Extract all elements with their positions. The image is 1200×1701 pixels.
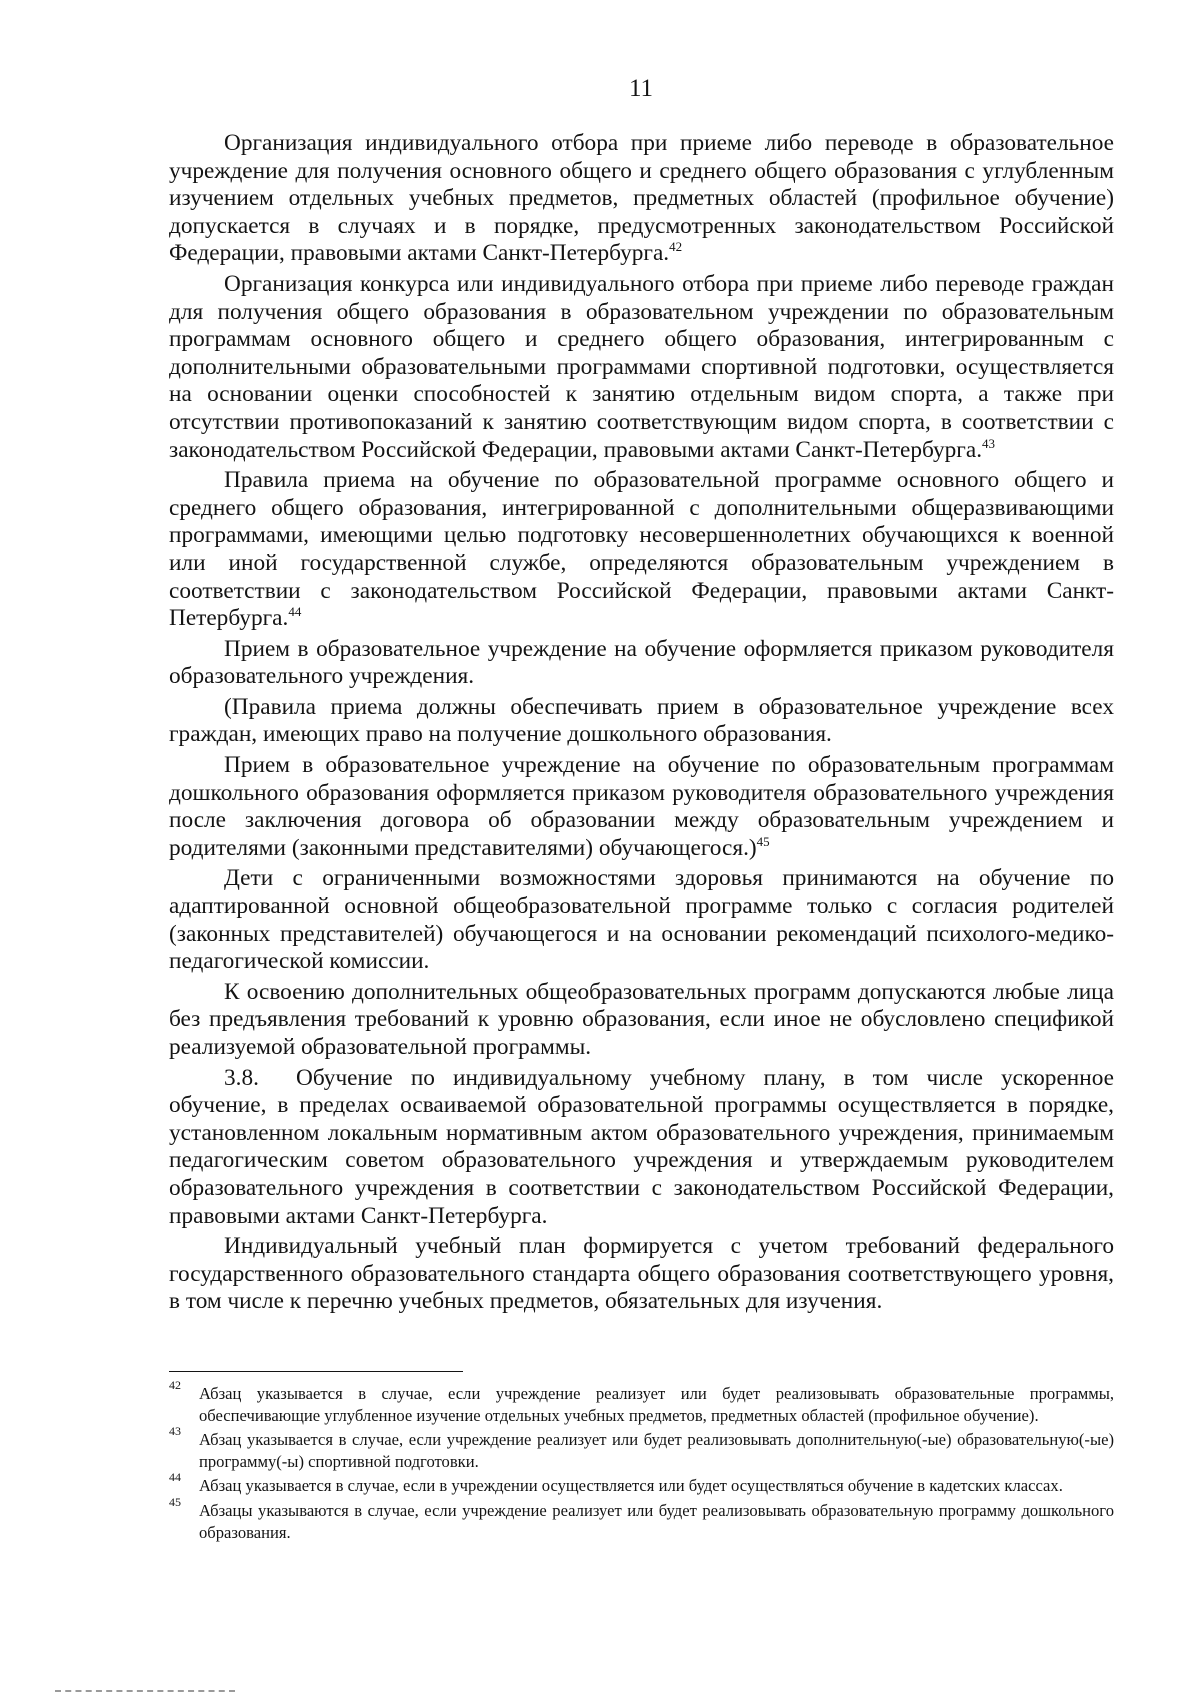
paragraph-text: Организация индивидуального отбора при приеме либо переводе в образовательное учреждение для получения основного общего и среднего общего образования с углубленным изучением отдельных учебных предметов, предметных областей (профильное обучение) допускается в случаях и в порядке, предусмотренных законодательством Российской Федерации, правовыми актами Санкт-Петербурга. bbox=[169, 130, 1114, 267]
footnote-reference-43[interactable]: 43 bbox=[982, 435, 996, 451]
paragraph-cadet-admission-rules bbox=[169, 467, 1114, 633]
paragraph-text: К освоению дополнительных общеобразовательных программ допускаются любые лица без предъявления требований к уровню образования, если иное не обусловлено спецификой реализуемой образовательной программы. bbox=[169, 978, 1114, 1060]
footnote-text: Абзацы указываются в случае, если учреждение реализует или будет реализовывать образовательную программу дошкольного образования. bbox=[199, 1500, 1114, 1542]
paragraph-text: Правила приема на обучение по образовательной программе основного общего и среднего общего образования, интегрированной с дополнительными общеразвивающими программами, имеющими целью подготовку несовершеннолетних обучающихся к военной или иной государственной службе, определяются образовательным учреждением в соответствии с законодательством Российской Федерации, правовыми актами Санкт-Петербурга. bbox=[169, 467, 1114, 632]
footnote-45 bbox=[169, 1494, 1114, 1543]
footnote-mark: 42 bbox=[169, 1378, 181, 1392]
paragraph-special-needs bbox=[169, 865, 1114, 975]
footnote-separator bbox=[169, 1371, 463, 1372]
body-text bbox=[169, 130, 1114, 1316]
footnote-text: Абзац указывается в случае, если учреждение реализует или будет реализовывать дополнительную(-ые) образовательную(-ые) программу(-ы) спортивной подготовки. bbox=[199, 1430, 1114, 1471]
paragraph-text: Прием в образовательное учреждение на обучение оформляется приказом руководителя образовательного учреждения. bbox=[169, 635, 1114, 690]
paragraph-text: Организация конкурса или индивидуального отбора при приеме либо переводе граждан для получения общего образования в образовательном учреждении по образовательным программам основного общего и среднего общего образования, интегрированным с дополнительными образовательными программами спортивной подготовки, осуществляется на основании оценки способностей к занятию отдельным видом спорта, а также при отсутствии противопоказаний к занятию соответствующим видом спорта, в соответствии с законодательством Российской Федерации, правовыми актами Санкт-Петербурга. bbox=[169, 270, 1114, 463]
paragraph-additional-programs bbox=[169, 979, 1114, 1062]
footnote-reference-45[interactable]: 45 bbox=[756, 834, 770, 850]
paragraph-preschool-rules bbox=[169, 694, 1114, 749]
paragraph-individual-selection bbox=[169, 130, 1114, 268]
scan-edge-artifact bbox=[55, 1690, 235, 1694]
paragraph-individual-plan bbox=[169, 1065, 1114, 1231]
paragraph-preschool-admission bbox=[169, 752, 1114, 862]
footnote-43 bbox=[169, 1424, 1114, 1472]
footnote-44 bbox=[169, 1470, 1114, 1497]
footnote-text: Абзац указывается в случае, если в учреждении осуществляется или будет осуществляться обучение в кадетских классах. bbox=[199, 1476, 1063, 1496]
paragraph-plan-requirements bbox=[169, 1233, 1114, 1316]
paragraph-text: (Правила приема должны обеспечивать прием в образовательное учреждение всех граждан, имеющих право на получение дошкольного образования. bbox=[169, 693, 1114, 748]
paragraph-text: Дети с ограниченными возможностями здоровья принимаются на обучение по адаптированной основной общеобразовательной программе только с согласия родителей (законных представителей) обучающегося и на основании рекомендаций психолого-медико-педагогической комиссии. bbox=[169, 865, 1114, 975]
footnote-reference-42[interactable]: 42 bbox=[669, 239, 683, 255]
footnote-text: Абзац указывается в случае, если учреждение реализует или будет реализовывать образовательные программы, обеспечивающие углубленное изучение отдельных учебных предметов, предметных областей (профильное обучение). bbox=[199, 1384, 1114, 1425]
footnote-reference-44[interactable]: 44 bbox=[288, 604, 302, 620]
page-number: 11 bbox=[628, 75, 654, 102]
paragraph-admission-order bbox=[169, 636, 1114, 691]
footnotes bbox=[169, 1378, 1114, 1546]
paragraph-text: Прием в образовательное учреждение на обучение по образовательным программам дошкольного образования оформляется приказом руководителя образовательного учреждения после заключения договора об образовании между образовательным учреждением и родителями (законными представителями) обучающегося.) bbox=[169, 752, 1114, 861]
footnote-mark: 43 bbox=[169, 1424, 181, 1439]
paragraph-sport-competition bbox=[169, 271, 1114, 464]
paragraph-text: Обучение по индивидуальному учебному плану, в том числе ускоренное обучение, в пределах осваиваемой образовательной программы осуществляется в порядке, установленном локальным нормативным актом образовательного учреждения, принимаемым педагогическим советом образовательного учреждения и утверждаемым руководителем образовательного учреждения в соответствии с законодательством Российской Федерации, правовыми актами Санкт-Петербурга. bbox=[169, 1064, 1114, 1229]
paragraph-text: Индивидуальный учебный план формируется с учетом требований федерального государственного образовательного стандарта общего образования соответствующего уровня, в том числе к перечню учебных предметов, обязательных для изучения. bbox=[169, 1233, 1114, 1315]
section-number: 3.8. bbox=[224, 1064, 259, 1091]
footnote-42 bbox=[169, 1378, 1114, 1426]
footnote-mark: 44 bbox=[169, 1470, 181, 1485]
footnote-mark: 45 bbox=[169, 1494, 181, 1509]
